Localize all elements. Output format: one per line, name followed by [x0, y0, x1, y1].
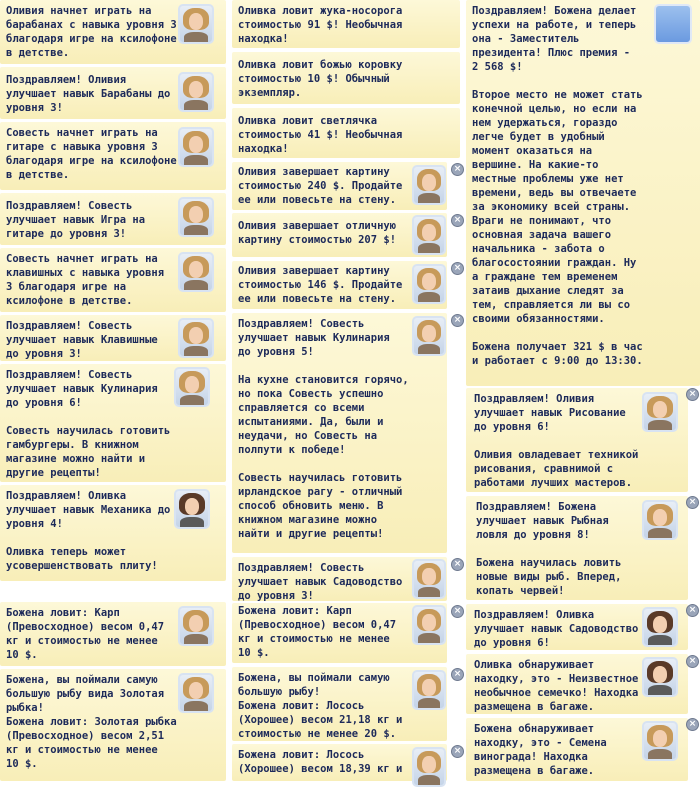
- close-icon[interactable]: ×: [451, 605, 464, 618]
- sim-portrait-icon[interactable]: [412, 670, 446, 710]
- notification-card: [0, 193, 226, 245]
- notification-card: [466, 718, 688, 781]
- notification-text: Поздравляем! Совесть улучшает навык Игра на гитаре до уровня 3!: [6, 200, 146, 240]
- notification-card: [466, 654, 688, 714]
- close-icon[interactable]: ×: [451, 163, 464, 176]
- notification-text: Поздравляем! Божена улучшает навык Рыбная ловля до уровня 8! Божена научилась ловить новые виды рыб. Вперед, копать червей!: [476, 501, 622, 597]
- notification-card: [0, 315, 226, 361]
- notification-card: [232, 0, 460, 48]
- sim-portrait-icon[interactable]: [178, 197, 214, 237]
- close-icon[interactable]: ×: [686, 496, 699, 509]
- notification-card: [466, 604, 688, 650]
- notification-card: [232, 261, 447, 309]
- sim-portrait-icon[interactable]: [174, 489, 210, 529]
- close-icon[interactable]: ×: [451, 214, 464, 227]
- notification-text: Божена обнаруживает находку, это - Семена винограда! Находка размещена в багаже.: [474, 723, 607, 777]
- close-icon[interactable]: ×: [686, 388, 699, 401]
- sim-portrait-icon[interactable]: [412, 605, 446, 645]
- notification-text: Оливия завершает картину стоимостью 146 $. Продайте ее или повесьте на стену.: [238, 265, 403, 305]
- close-icon[interactable]: ×: [451, 558, 464, 571]
- sim-portrait-icon[interactable]: [178, 127, 214, 167]
- notification-text: Совесть начнет играть на гитаре с навыка уровня 3 благодаря игре на ксилофоне в детстве.: [6, 127, 177, 181]
- notification-card: [466, 388, 688, 492]
- sim-portrait-icon[interactable]: [178, 606, 214, 646]
- sim-portrait-icon[interactable]: [642, 500, 678, 540]
- sim-portrait-icon[interactable]: [642, 721, 678, 761]
- close-icon[interactable]: ×: [451, 668, 464, 681]
- sim-portrait-icon[interactable]: [178, 318, 214, 358]
- sim-portrait-icon[interactable]: [642, 392, 678, 432]
- notification-card: [232, 603, 447, 663]
- notification-card: [0, 669, 226, 781]
- sim-portrait-icon[interactable]: [178, 72, 214, 112]
- sim-portrait-icon[interactable]: [178, 4, 214, 44]
- notification-card: [0, 0, 226, 64]
- sim-portrait-icon[interactable]: [412, 264, 446, 304]
- close-icon[interactable]: ×: [686, 604, 699, 617]
- notification-text: Оливка ловит светлячка стоимостью 41 $! Необычная находка!: [238, 115, 403, 155]
- notification-text: Поздравляем! Совесть улучшает навык Кулинария до уровня 6! Совесть научилась готовить гамбургеры. В книжном магазине можно найти и другие рецепты!: [6, 369, 171, 479]
- notification-card: [0, 122, 226, 190]
- notification-text: Божена ловит: Лосось (Хорошее) весом 18,39 кг и: [238, 749, 403, 775]
- sim-portrait-icon[interactable]: [178, 673, 214, 713]
- notification-text: Оливия начнет играть на барабанах с навыка уровня 3 благодаря игре на ксилофоне в детстве.: [6, 5, 177, 59]
- notification-card: [0, 364, 226, 482]
- notification-card: [466, 0, 700, 386]
- notification-card: [0, 67, 226, 119]
- notification-card: [232, 108, 460, 158]
- notification-card: [232, 667, 447, 741]
- notification-text: Оливка ловит божью коровку стоимостью 10 $! Обычный экземпляр.: [238, 59, 403, 99]
- notification-card: [0, 602, 226, 666]
- notification-card: [232, 744, 447, 781]
- sim-portrait-icon[interactable]: [412, 165, 446, 205]
- sim-portrait-icon[interactable]: [178, 252, 214, 292]
- notification-text: Поздравляем! Оливка улучшает навык Механика до уровня 4! Оливка теперь может усовершенствовать плиту!: [6, 490, 171, 572]
- notification-text: Поздравляем! Оливия улучшает навык Рисование до уровня 6! Оливия овладевает техникой рисования, сравнимой с работами лучших мастеров.: [474, 393, 639, 489]
- sim-portrait-icon[interactable]: [412, 316, 446, 356]
- close-icon[interactable]: ×: [686, 655, 699, 668]
- notification-text: Оливия завершает картину стоимостью 240 $. Продайте ее или повесьте на стену.: [238, 166, 403, 206]
- close-icon[interactable]: ×: [686, 718, 699, 731]
- notification-text: Поздравляем! Оливия улучшает навык Барабаны до уровня 3!: [6, 74, 171, 114]
- notification-text: Оливка ловит жука-носорога стоимостью 91 $! Необычная находка!: [238, 5, 403, 45]
- sim-portrait-icon[interactable]: [412, 559, 446, 599]
- sim-portrait-icon[interactable]: [412, 215, 446, 255]
- notification-text: Божена, вы поймали самую большую рыбу вида Золотая рыбка! Божена ловит: Золотая рыбка (Превосходное) весом 2,51 кг и стоимостью не менее 10 $.: [6, 674, 177, 770]
- notification-card: [0, 485, 226, 581]
- notification-text: Божена ловит: Карп (Превосходное) весом 0,47 кг и стоимостью не менее 10 $.: [6, 607, 165, 661]
- notification-text: Оливка обнаруживает находку, это - Неизвестное необычное семечко! Находка размещена в багаже.: [474, 659, 639, 713]
- notification-text: Поздравляем! Оливка улучшает навык Садоводство до уровня 6!: [474, 609, 639, 649]
- notification-text: Совесть начнет играть на клавишных с навыка уровня 3 благодаря игре на ксилофоне в детстве.: [6, 253, 165, 307]
- notification-card: [232, 213, 447, 257]
- notification-text: Поздравляем! Совесть улучшает навык Клавишные до уровня 3!: [6, 320, 158, 360]
- notification-card: [232, 557, 447, 601]
- notification-card: [0, 248, 226, 312]
- notification-text: Поздравляем! Совесть улучшает навык Кулинария до уровня 5! На кухне становится горячо, но пока Совесть успешно справляется со всеми испытаниями. Да, были и неудачи, но Совесть на полпути к победе! Совесть научилась готовить ирландское рагу - отличный способ обновить меню. В книжном магазине можно найти и другие рецепты!: [238, 318, 409, 540]
- notification-card: [232, 52, 460, 104]
- sim-portrait-icon[interactable]: [412, 747, 446, 787]
- notification-text: Поздравляем! Божена делает успехи на работе, и теперь она - Заместитель президента! Плюс премия - 2 568 $! Второе место не может стать конечной целью, но если на нем удержаться, гораздо легче будет в удобный момент оказаться на вершине. На какие-то местные проблемы уже нет времени, ведь вы отвечаете за экономику всей страны. Враги не понимают, что основная задача вашего начальника - забота о благосостоянии граждан. Ну а граждане тем временем затаив дыхание следят за тем, справляется ли вы со своими обязанностями. Божена получает 321 $ в час и работает с 9:00 до 13:30.: [472, 5, 643, 367]
- notification-card: [232, 313, 447, 553]
- sim-portrait-icon[interactable]: [174, 367, 210, 407]
- close-icon[interactable]: ×: [451, 745, 464, 758]
- notification-text: Божена ловит: Карп (Превосходное) весом 0,47 кг и стоимостью не менее 10 $.: [238, 605, 397, 659]
- notification-text: Божена, вы поймали самую большую рыбу! Божена ловит: Лосось (Хорошее) весом 21,18 кг и стоимостью не менее 20 $.: [238, 672, 403, 740]
- sim-portrait-icon[interactable]: [642, 657, 678, 697]
- career-icon[interactable]: [654, 4, 692, 44]
- close-icon[interactable]: ×: [451, 262, 464, 275]
- notification-card: [232, 162, 447, 210]
- notification-text: Оливия завершает отличную картину стоимостью 207 $!: [238, 220, 397, 246]
- notification-text: Поздравляем! Совесть улучшает навык Садоводство до уровня 3!: [238, 562, 403, 602]
- notification-card: [466, 496, 688, 600]
- sim-portrait-icon[interactable]: [642, 607, 678, 647]
- close-icon[interactable]: ×: [451, 314, 464, 327]
